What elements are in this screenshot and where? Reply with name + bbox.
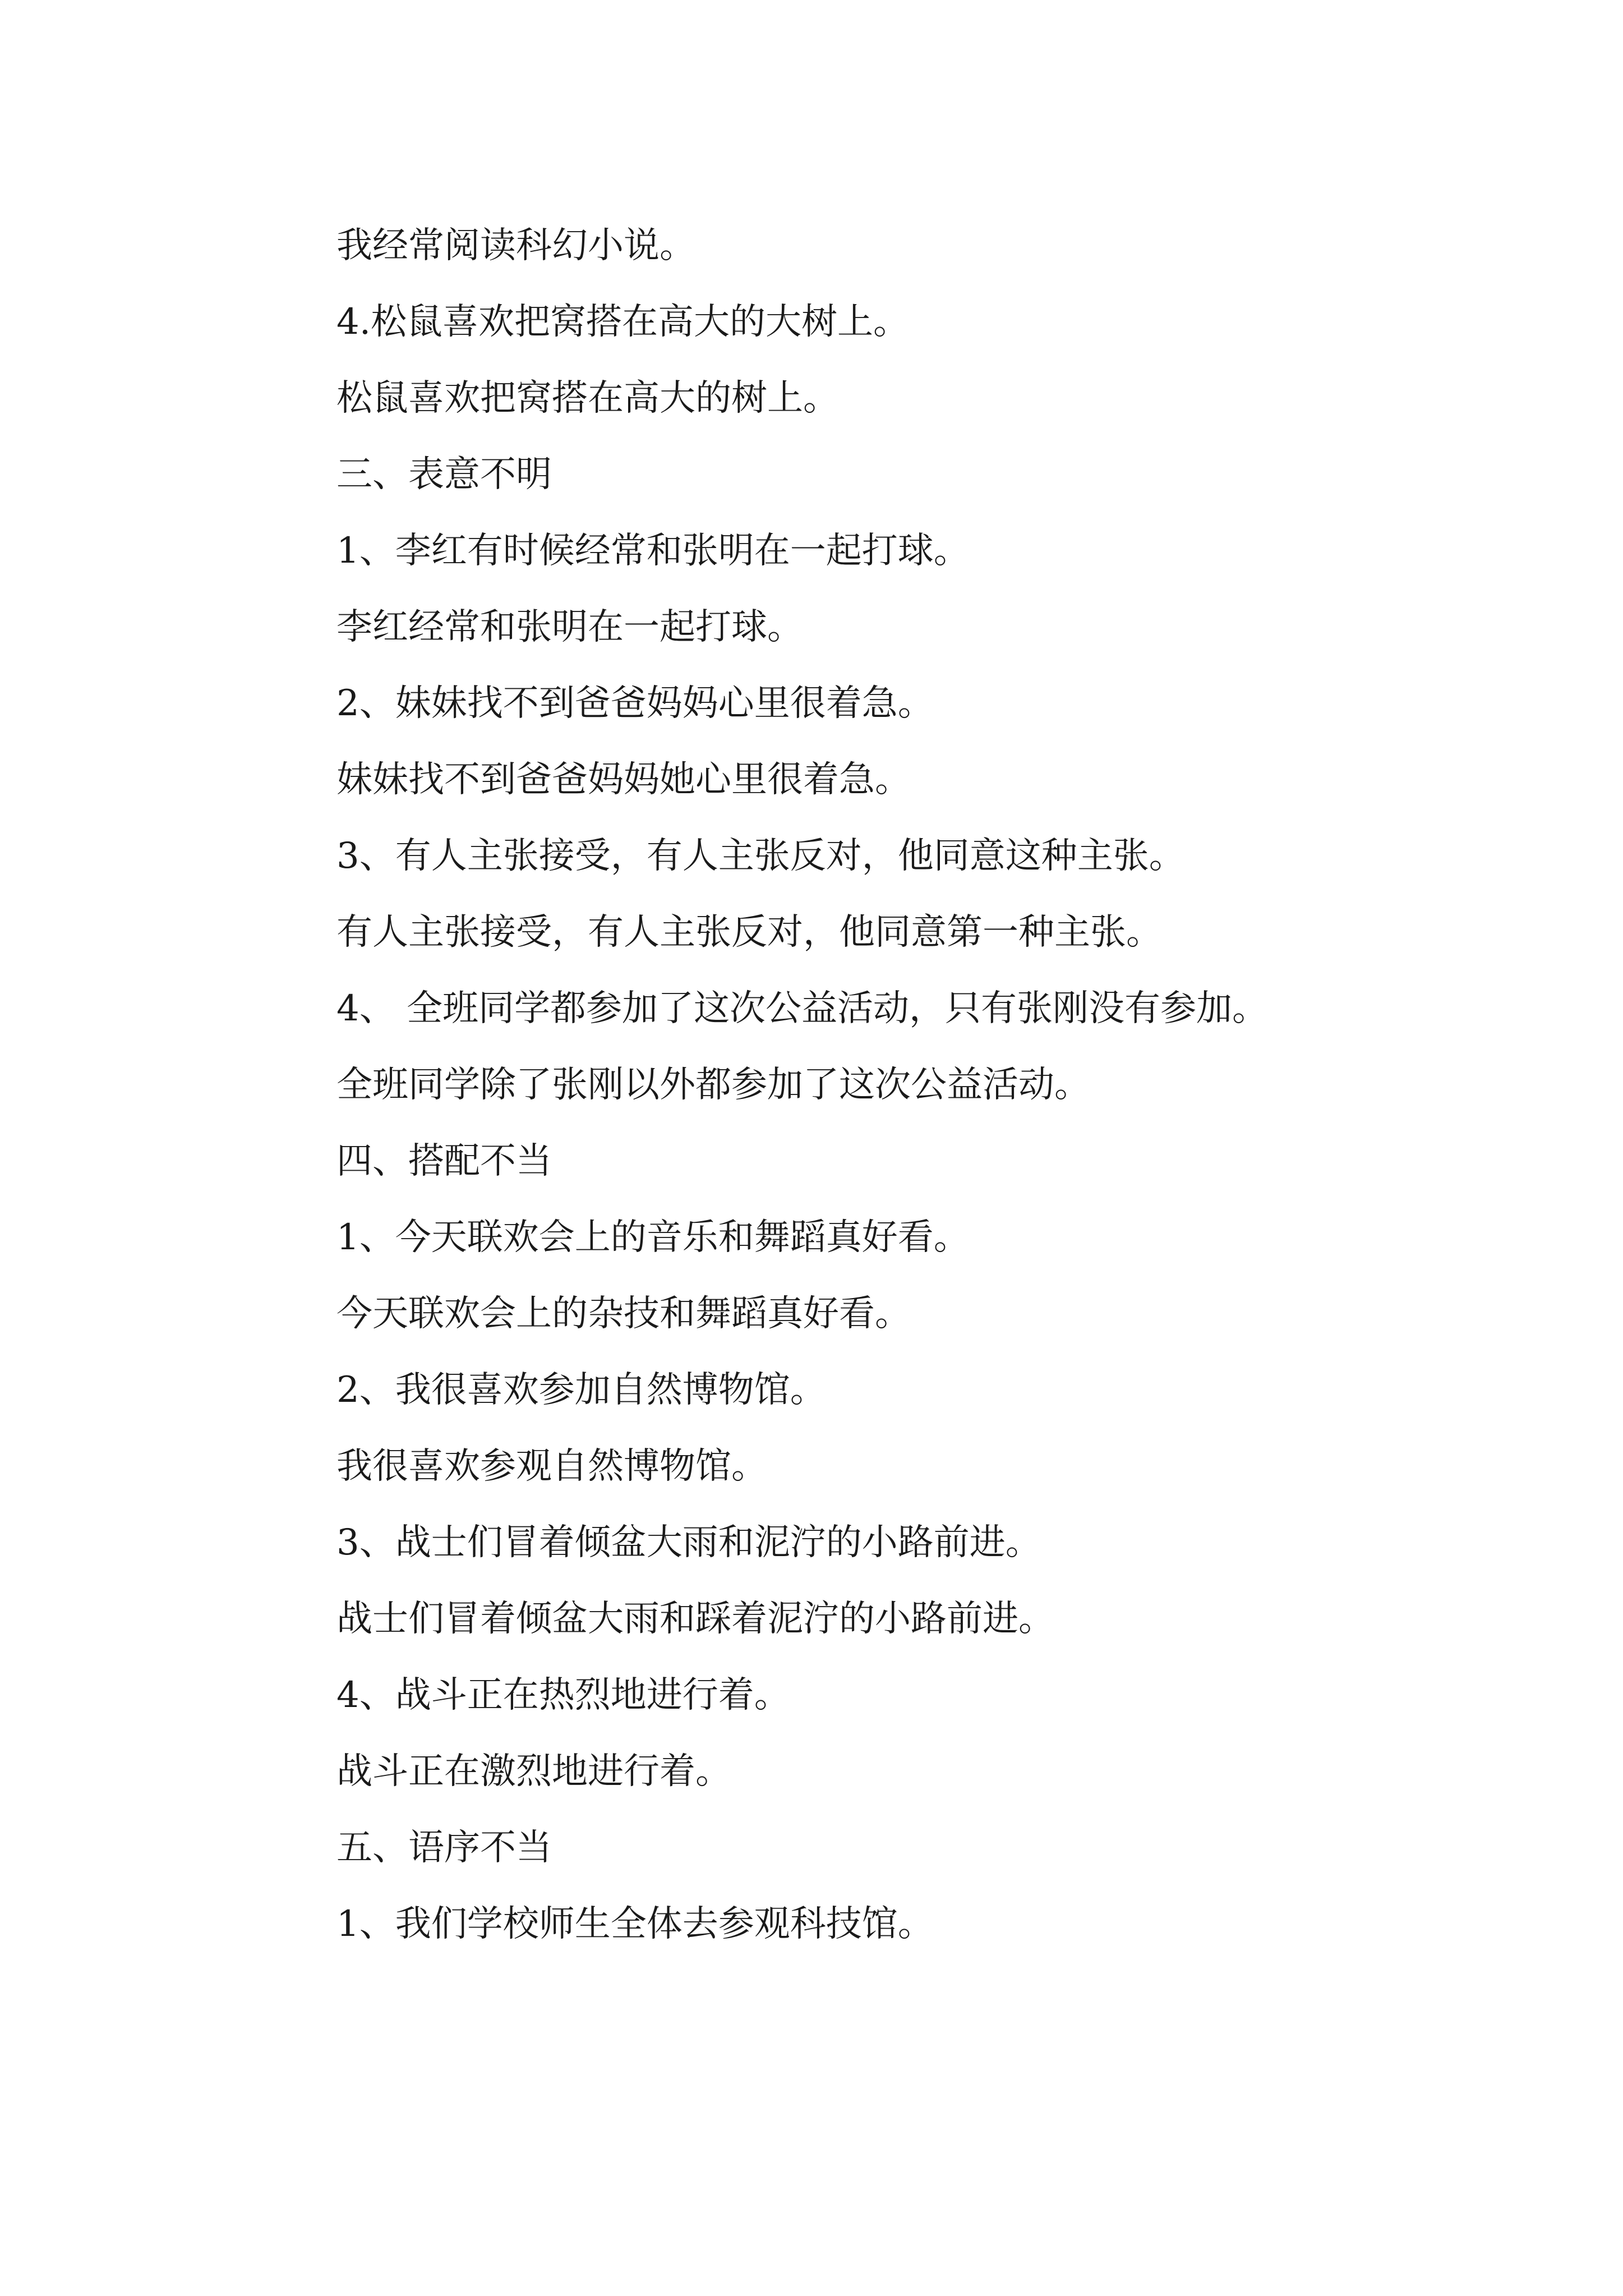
text-line: 今天联欢会上的杂技和舞蹈真好看。: [336, 1293, 911, 1335]
text-line: 妹妹找不到爸爸妈妈她心里很着急。: [336, 759, 911, 800]
text-line: 有人主张接受，有人主张反对，他同意第一种主张。: [336, 912, 1162, 953]
text-line: 4.松鼠喜欢把窝搭在高大的大树上。: [336, 301, 910, 343]
text-line: 3、有人主张接受，有人主张反对，他同意这种主张。: [336, 835, 1185, 877]
document-body: [247, 208, 1380, 1962]
text-line: 1、李红有时候经常和张明在一起打球。: [336, 530, 970, 572]
text-line: 2、妹妹找不到爸爸妈妈心里很着急。: [336, 683, 934, 724]
text-line-wrapped: 4、 全班同学都参加了这次公益活动，只有张刚没有参加。: [336, 988, 1269, 1029]
section-heading: 三、表意不明: [336, 454, 552, 495]
text-line: 3、战士们冒着倾盆大雨和泥泞的小路前进。: [336, 1522, 1041, 1563]
text-line: 4、战斗正在热烈地进行着。: [336, 1674, 790, 1716]
section-heading: 四、搭配不当: [336, 1140, 552, 1182]
text-line: 我很喜欢参观自然博物馆。: [336, 1446, 767, 1487]
section-heading: 五、语序不当: [336, 1827, 552, 1869]
text-line: 全班同学除了张刚以外都参加了这次公益活动。: [336, 1064, 1090, 1106]
text-line: 1、我们学校师生全体去参观科技馆。: [336, 1903, 934, 1945]
text-line: 战斗正在激烈地进行着。: [336, 1751, 731, 1792]
text-line: 我经常阅读科幻小说。: [336, 225, 695, 266]
text-line: 2、我很喜欢参加自然博物馆。: [336, 1369, 826, 1411]
text-line: 1、今天联欢会上的音乐和舞蹈真好看。: [336, 1217, 970, 1258]
text-line: 战士们冒着倾盆大雨和踩着泥泞的小路前进。: [336, 1598, 1054, 1640]
text-line: 李红经常和张明在一起打球。: [336, 606, 803, 648]
text-line: 松鼠喜欢把窝搭在高大的树上。: [336, 378, 839, 419]
